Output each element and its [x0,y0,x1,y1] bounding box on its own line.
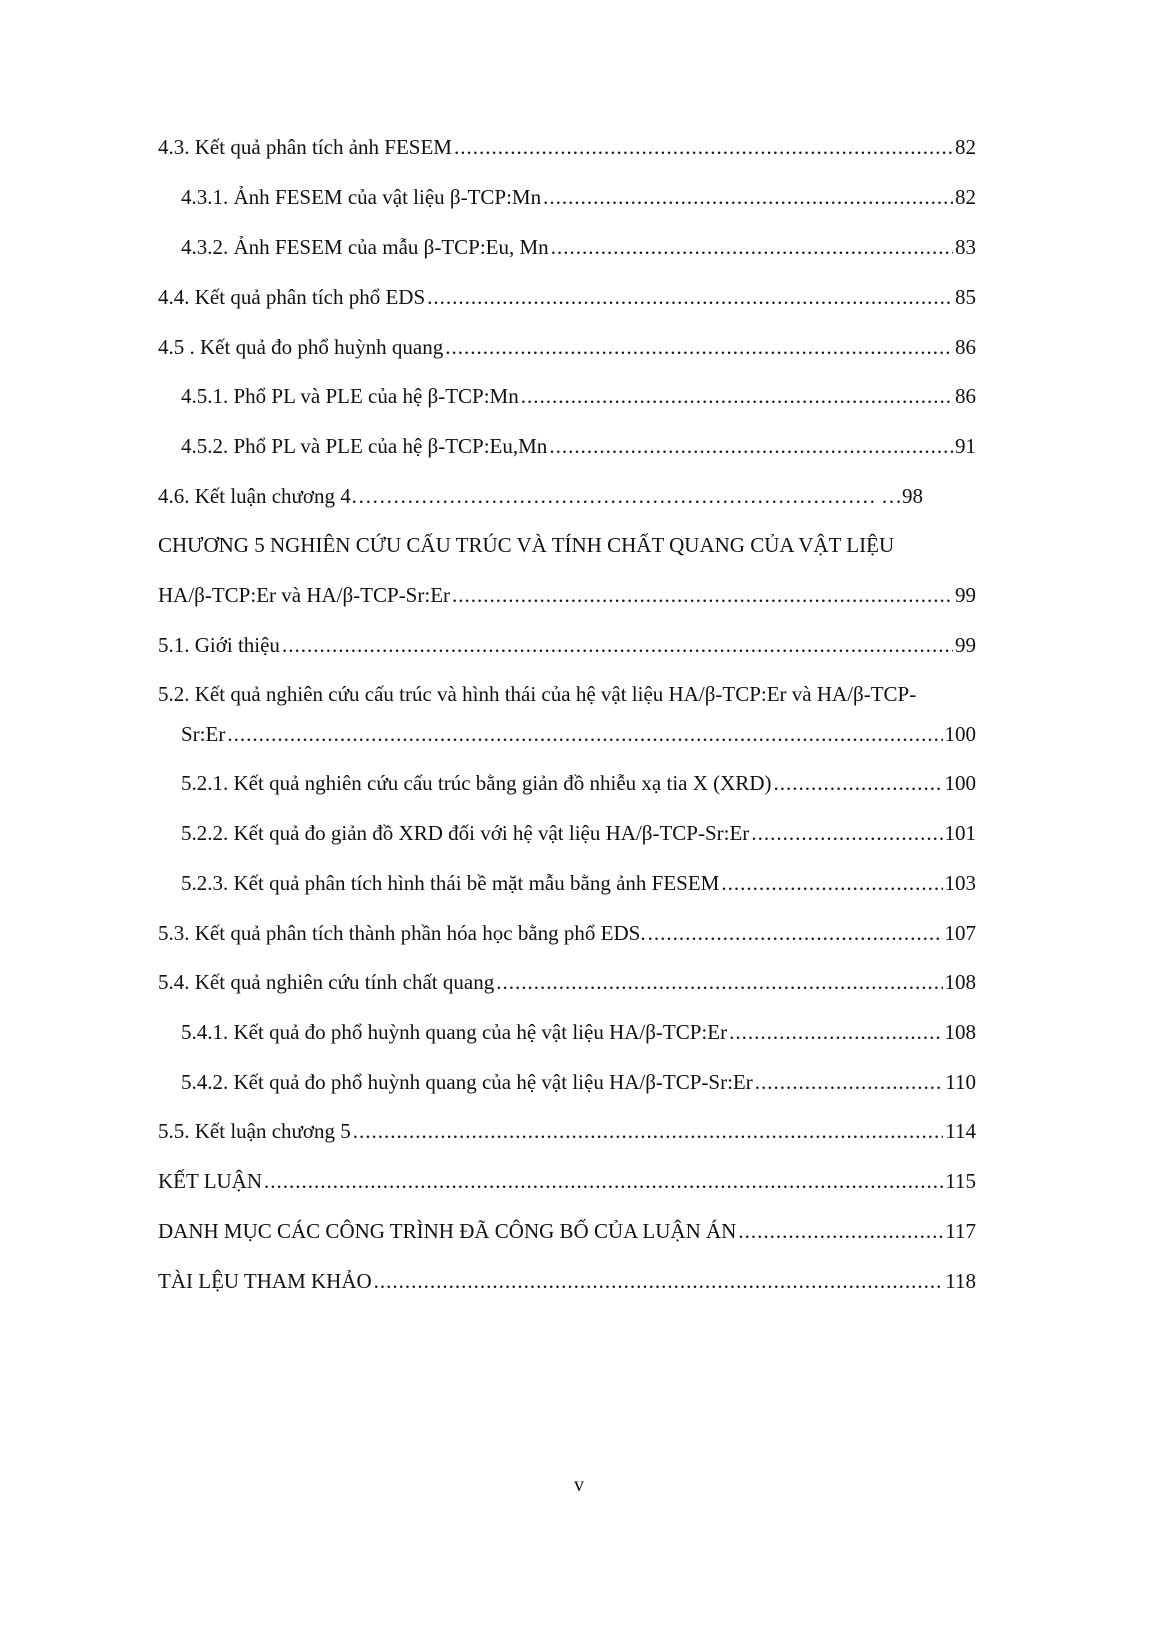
toc-entry-5-2-cont: Sr:Er ..... 100 [181,721,976,747]
dot-leader [549,433,953,459]
toc-entry-4-3-2: 4.3.2. Ảnh FESEM của mẫu β-TCP:Eu, Mn ..... 83 [181,234,976,260]
toc-entry-5-4-1: 5.4.1. Kết quả đo phổ huỳnh quang của hệ vật liệu HA/β-TCP:Er ..... 108 [181,1019,976,1045]
dot-leader [427,284,953,310]
dot-leader [264,1168,943,1194]
toc-entry-4-4: 4.4. Kết quả phân tích phổ EDS ..... 85 [158,284,976,310]
dot-leader [773,770,942,796]
toc-entry-5-2-1: 5.2.1. Kết quả nghiên cứu cấu trúc bằng giản đồ nhiễu xạ tia X (XRD) ..... 100 [181,770,976,796]
toc-entry-5-3: 5.3. Kết quả phân tích thành phần hóa học bằng phổ EDS. ..... 107 [158,920,976,946]
dot-leader [496,969,942,995]
dot-leader [543,184,953,210]
toc-entry-4-5: 4.5 . Kết quả đo phổ huỳnh quang ..... 86 [158,334,976,360]
toc-entry-5-2-2: 5.2.2. Kết quả đo giản đồ XRD đối với hệ vật liệu HA/β-TCP-Sr:Er ..... 101 [181,820,976,846]
dot-leader [721,870,942,896]
dot-leader [227,721,942,747]
dot-leader [282,632,953,658]
dot-leader [353,1118,943,1144]
toc-entry-5-2: 5.2. Kết quả nghiên cứu cấu trúc và hình thái của hệ vật liệu HA/β-TCP:Er và HA/β-TCP- [158,682,917,706]
dot-leader [551,234,953,260]
toc-chapter-5-heading-cont: HA/β-TCP:Er và HA/β-TCP-Sr:Er ..... 99 [158,582,976,608]
toc-entry-references: TÀI LỆU THAM KHẢO ..... 118 [158,1268,976,1294]
toc-entry-4-6: 4.6. Kết luận chương 4………………………………………………………………… …98 [158,484,924,508]
toc-entry-5-1: 5.1. Giới thiệu ..... 99 [158,632,976,658]
page-number: v [574,1474,584,1496]
toc-chapter-5-heading: CHƯƠNG 5 NGHIÊN CỨU CẤU TRÚC VÀ TÍNH CHẤT QUANG CỦA VẬT LIỆU [158,533,895,557]
toc-entry-5-4-2: 5.4.2. Kết quả đo phổ huỳnh quang của hệ vật liệu HA/β-TCP-Sr:Er ..... 110 [181,1069,976,1095]
dot-leader [521,383,953,409]
toc-entry-5-5: 5.5. Kết luận chương 5 ..... 114 [158,1118,976,1144]
toc-entry-5-2-3: 5.2.3. Kết quả phân tích hình thái bề mặt mẫu bằng ảnh FESEM ..... 103 [181,870,976,896]
dot-leader [648,920,943,946]
dot-leader [454,134,953,160]
toc-entry-4-3: 4.3. Kết quả phân tích ảnh FESEM ..... 82 [158,134,976,160]
dot-leader [729,1019,942,1045]
dot-leader [452,582,953,608]
dot-leader [374,1268,944,1294]
toc-entry-4-5-2: 4.5.2. Phổ PL và PLE của hệ β-TCP:Eu,Mn ..... 91 [181,433,976,459]
dot-leader [738,1218,943,1244]
toc-entry-5-4: 5.4. Kết quả nghiên cứu tính chất quang ..... 108 [158,969,976,995]
toc-entry-conclusion: KẾT LUẬN ..... 115 [158,1168,976,1194]
dot-leader [751,820,942,846]
toc-entry-4-3-1: 4.3.1. Ảnh FESEM của vật liệu β-TCP:Mn ..... 82 [181,184,976,210]
dot-leader [445,334,953,360]
toc-entry-4-5-1: 4.5.1. Phổ PL và PLE của hệ β-TCP:Mn ..... 86 [181,383,976,409]
toc-entry-publications: DANH MỤC CÁC CÔNG TRÌNH ĐÃ CÔNG BỐ CỦA LUẬN ÁN ..... 117 [158,1218,976,1244]
dot-leader [755,1069,944,1095]
